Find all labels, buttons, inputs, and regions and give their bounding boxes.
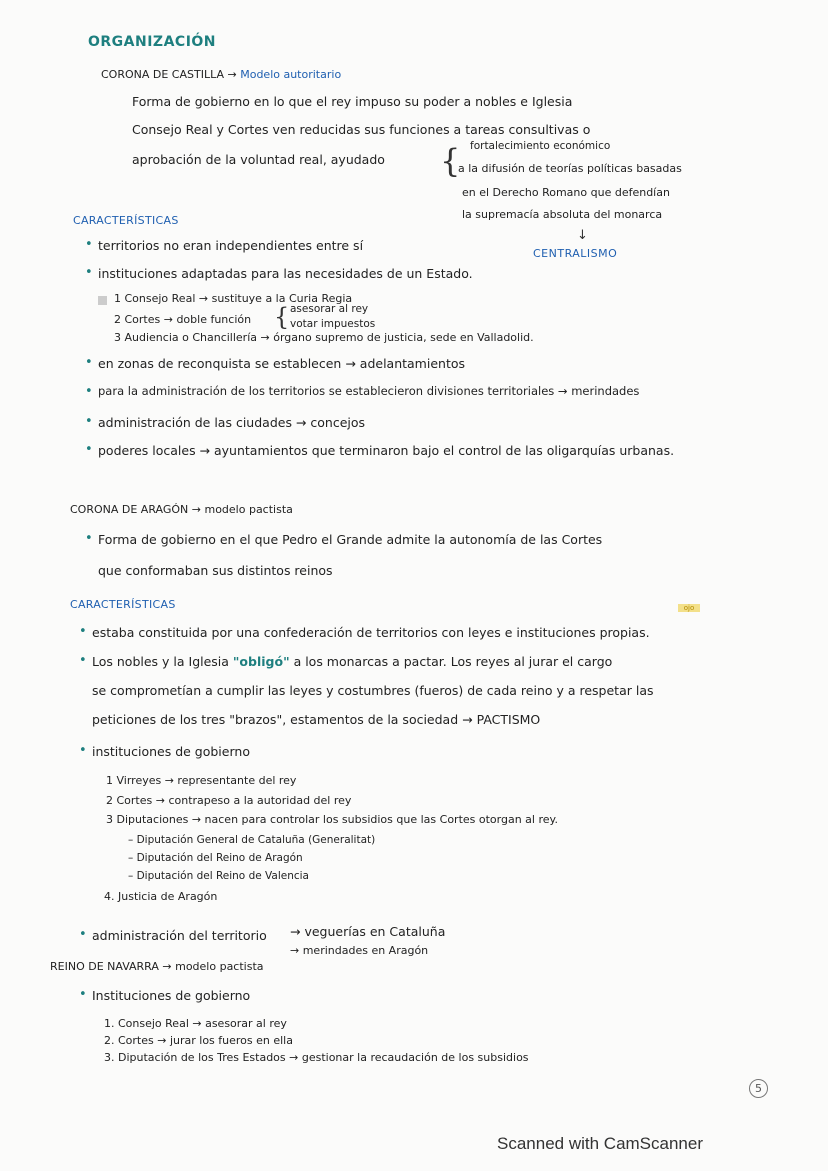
brace-item-2: a la difusión de teorías políticas basadas xyxy=(458,162,682,175)
page-number: 5 xyxy=(749,1079,768,1098)
aragon-char-2-part-a: Los nobles y la Iglesia xyxy=(92,654,233,669)
castilla-institution-3: 3 Audiencia o Chancillería → órgano supremo de justicia, sede en Valladolid. xyxy=(114,331,534,344)
castilla-header-label: CORONA DE CASTILLA xyxy=(101,68,224,81)
castilla-institution-1: 1 Consejo Real → sustituye a la Curia Regia xyxy=(114,292,353,305)
cortes-function-2: votar impuestos xyxy=(290,318,376,330)
castilla-header xyxy=(101,68,341,81)
aragon-char-2-obligo: "obligó" xyxy=(232,654,290,669)
highlight-mark xyxy=(98,296,107,305)
castilla-char-3: • en zonas de reconquista se establecen → adelantamientos xyxy=(98,356,465,371)
castilla-char-5: • administración de las ciudades → concejos xyxy=(98,415,365,430)
aragon-admin-cataluna: → veguerías en Cataluña xyxy=(290,924,446,939)
aragon-char-2-part-c: a los monarcas a pactar. Los reyes al jurar el cargo xyxy=(289,654,613,669)
navarra-item-2: 2. Cortes → jurar los fueros en ella xyxy=(104,1034,293,1047)
aragon-char-2-line-3: peticiones de los tres "brazos", estamentos de la sociedad → PACTISMO xyxy=(92,712,541,727)
aragon-char-2-line-1 xyxy=(92,654,612,669)
castilla-char-1: • territorios no eran independientes entre sí xyxy=(98,238,363,253)
down-arrow-icon: ↓ xyxy=(577,228,588,243)
castilla-line-2: Consejo Real y Cortes ven reducidas sus funciones a tareas consultivas o xyxy=(132,122,591,137)
castilla-line-1: Forma de gobierno en lo que el rey impuso su poder a nobles e Iglesia xyxy=(132,94,573,109)
diputacion-1: – Diputación General de Cataluña (Generalitat) xyxy=(128,834,376,846)
navarra-gov-title: • Instituciones de gobierno xyxy=(92,988,250,1003)
castilla-char-4: • para la administración de los territorios se establecieron divisiones territoriales → merindades xyxy=(98,385,639,399)
castilla-char-2: • instituciones adaptadas para las necesidades de un Estado. xyxy=(98,266,473,281)
brace-item-3: en el Derecho Romano que defendían xyxy=(462,186,670,199)
centralismo-label: CENTRALISMO xyxy=(533,247,618,260)
aragon-admin-aragon: → merindades en Aragón xyxy=(290,944,429,957)
aragon-gov-2: 2 Cortes → contrapeso a la autoridad del rey xyxy=(106,794,352,807)
brace-item-4: la supremacía absoluta del monarca xyxy=(462,208,663,221)
castilla-institution-2: 2 Cortes → doble función xyxy=(114,313,252,326)
scanner-watermark: Scanned with CamScanner xyxy=(497,1134,704,1153)
aragon-form-line-2: que conformaban sus distintos reinos xyxy=(98,563,333,578)
aragon-gov-4: 4. Justicia de Aragón xyxy=(104,890,218,903)
cortes-function-1: asesorar al rey xyxy=(290,303,369,315)
aragon-gov-1: 1 Virreyes → representante del rey xyxy=(106,774,297,787)
diputacion-2: – Diputación del Reino de Aragón xyxy=(128,852,303,864)
castilla-header-arrow: → xyxy=(227,68,237,81)
navarra-header: REINO DE NAVARRA → modelo pactista xyxy=(50,960,264,973)
castilla-line-3: aprobación de la voluntad real, ayudado xyxy=(132,152,385,167)
navarra-item-1: 1. Consejo Real → asesorar al rey xyxy=(104,1017,287,1030)
aragon-admin: • administración del territorio xyxy=(92,928,267,943)
aragon-characteristics-title: CARACTERÍSTICAS xyxy=(70,598,176,611)
institution-brace: { xyxy=(274,303,290,331)
castilla-model: Modelo autoritario xyxy=(240,68,342,81)
diputacion-3: – Diputación del Reino de Valencia xyxy=(128,870,309,882)
aragon-gov-3: 3 Diputaciones → nacen para controlar los subsidios que las Cortes otorgan al rey. xyxy=(106,813,558,826)
castilla-char-6: • poderes locales → ayuntamientos que terminaron bajo el control de las oligarquías urbanas. xyxy=(98,443,674,458)
aragon-char-2-line-2: se comprometían a cumplir las leyes y costumbres (fueros) de cada reino y a respetar las xyxy=(92,683,654,698)
castilla-characteristics-title: CARACTERÍSTICAS xyxy=(73,214,179,227)
aragon-form-line-1: • Forma de gobierno en el que Pedro el Grande admite la autonomía de las Cortes xyxy=(98,532,602,547)
page-title: ORGANIZACIÓN xyxy=(88,34,217,50)
navarra-item-3: 3. Diputación de los Tres Estados → gestionar la recaudación de los subsidios xyxy=(104,1051,529,1064)
aragon-char-1: • estaba constituida por una confederación de territorios con leyes e instituciones propias. xyxy=(92,625,650,640)
brace-left: { xyxy=(440,142,461,180)
aragon-header: CORONA DE ARAGÓN → modelo pactista xyxy=(70,503,293,516)
brace-item-1: fortalecimiento económico xyxy=(470,140,611,152)
highlighter-note: ojo xyxy=(678,604,700,612)
aragon-gov-title: • instituciones de gobierno xyxy=(92,744,250,759)
